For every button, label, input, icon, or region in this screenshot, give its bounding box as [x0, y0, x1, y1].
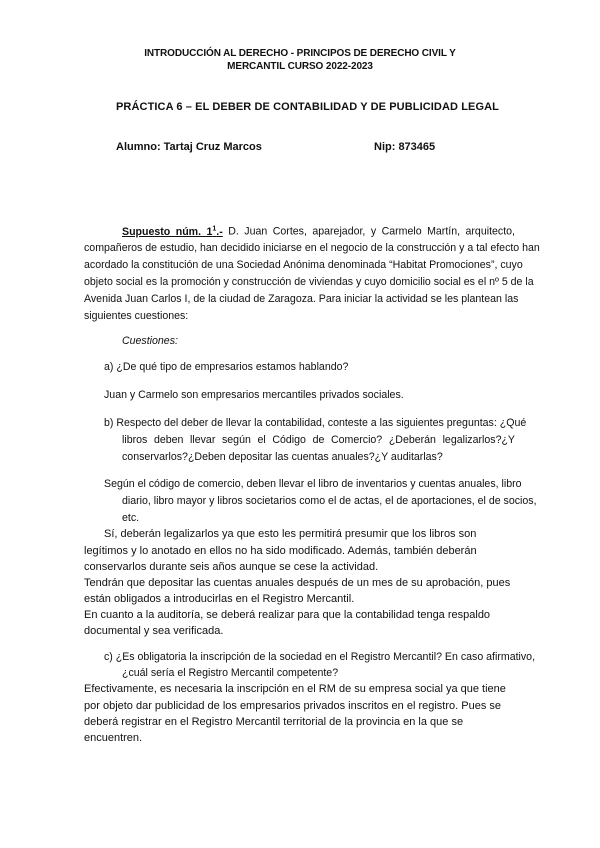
- answer-b2-line: legítimos y lo anotado en ellos no ha sido modificado. Además, también deberán: [84, 545, 477, 557]
- question-b-line: libros deben llevar según el Código de Comercio? ¿Deberán legalizarlos?¿Y: [122, 434, 515, 446]
- student-nip: Nip: 873465: [374, 141, 436, 153]
- question-a: a) ¿De qué tipo de empresarios estamos hablando?: [104, 361, 349, 373]
- answer-c-line: Efectivamente, es necesaria la inscripción en el RM de su empresa social ya que tiene: [84, 683, 506, 695]
- question-b-line: conservarlos?¿Deben depositar las cuentas anuales?¿Y auditarlas?: [122, 451, 443, 463]
- supuesto-line: Avenida Juan Carlos I, de la ciudad de Zaragoza. Para iniciar la actividad se les plantean las: [84, 293, 519, 305]
- question-c-line: ¿cuál sería el Registro Mercantil competente?: [122, 667, 339, 679]
- answer-c-line: deberá registrar en el Registro Mercantil territorial de la provincia en la que se: [84, 716, 464, 728]
- header-line-1: INTRODUCCIÓN AL DERECHO - PRINCIPOS DE DERECHO CIVIL Y: [144, 48, 456, 59]
- supuesto-line: acordado la constitución de una Sociedad Anónima denominada “Habitat Promociones”, cuyo: [84, 259, 523, 271]
- answer-c-line: encuentren.: [84, 732, 143, 744]
- cuestiones-label: Cuestiones:: [122, 335, 178, 347]
- header-line-2: MERCANTIL CURSO 2022-2023: [227, 61, 373, 72]
- supuesto-line: objeto social es la promoción y construcción de viviendas y cuyo domicilio social es el nº 5 de la: [84, 276, 534, 288]
- question-c-line: c) ¿Es obligatoria la inscripción de la sociedad en el Registro Mercantil? En caso afirmativo,: [104, 651, 536, 663]
- answer-c-line: por objeto dar publicidad de los empresarios privados inscritos en el registro. Pues se: [84, 700, 501, 712]
- answer-b2-line: conservarlos durante seis años aunque se cese la actividad.: [84, 561, 379, 573]
- answer-b2-line: Tendrán que depositar las cuentas anuales después de un mes de su aprobación, pues: [84, 577, 511, 589]
- answer-b1-line: diario, libro mayor y libros societarios como el de actas, el de aportaciones, el de socios,: [122, 495, 537, 507]
- answer-b2-line: están obligados a introducirlas en el Registro Mercantil.: [84, 593, 355, 605]
- answer-b2-line: Sí, deberán legalizarlos ya que esto les permitirá presumir que los libros son: [104, 528, 477, 540]
- question-b-line: b) Respecto del deber de llevar la contabilidad, conteste a las siguientes preguntas: ¿Qué: [104, 417, 527, 429]
- answer-b2-line: En cuanto a la auditoría, se deberá realizar para que la contabilidad tenga respaldo: [84, 609, 491, 621]
- answer-b1-line: Según el código de comercio, deben llevar el libro de inventarios y cuentas anuales, libro: [104, 478, 522, 490]
- student-name: Alumno: Tartaj Cruz Marcos: [116, 141, 262, 153]
- answer-b2-line: documental y sea verificada.: [84, 625, 224, 637]
- answer-a: Juan y Carmelo son empresarios mercantiles privados sociales.: [104, 389, 404, 401]
- supuesto-line: compañeros de estudio, han decidido iniciarse en el negocio de la construcción y a tal efecto han: [84, 242, 540, 254]
- practice-title: PRÁCTICA 6 – EL DEBER DE CONTABILIDAD Y DE PUBLICIDAD LEGAL: [116, 101, 499, 113]
- supuesto-line: siguientes cuestiones:: [84, 310, 189, 322]
- answer-b1-line: etc.: [122, 512, 140, 524]
- supuesto-first-line: Supuesto núm. $1^1.-$ D. Juan Cortes, aparejador, y Carmelo Martín, arquitecto,: [122, 225, 515, 238]
- supuesto-label: Supuesto núm. $1^1.-$: [122, 225, 223, 238]
